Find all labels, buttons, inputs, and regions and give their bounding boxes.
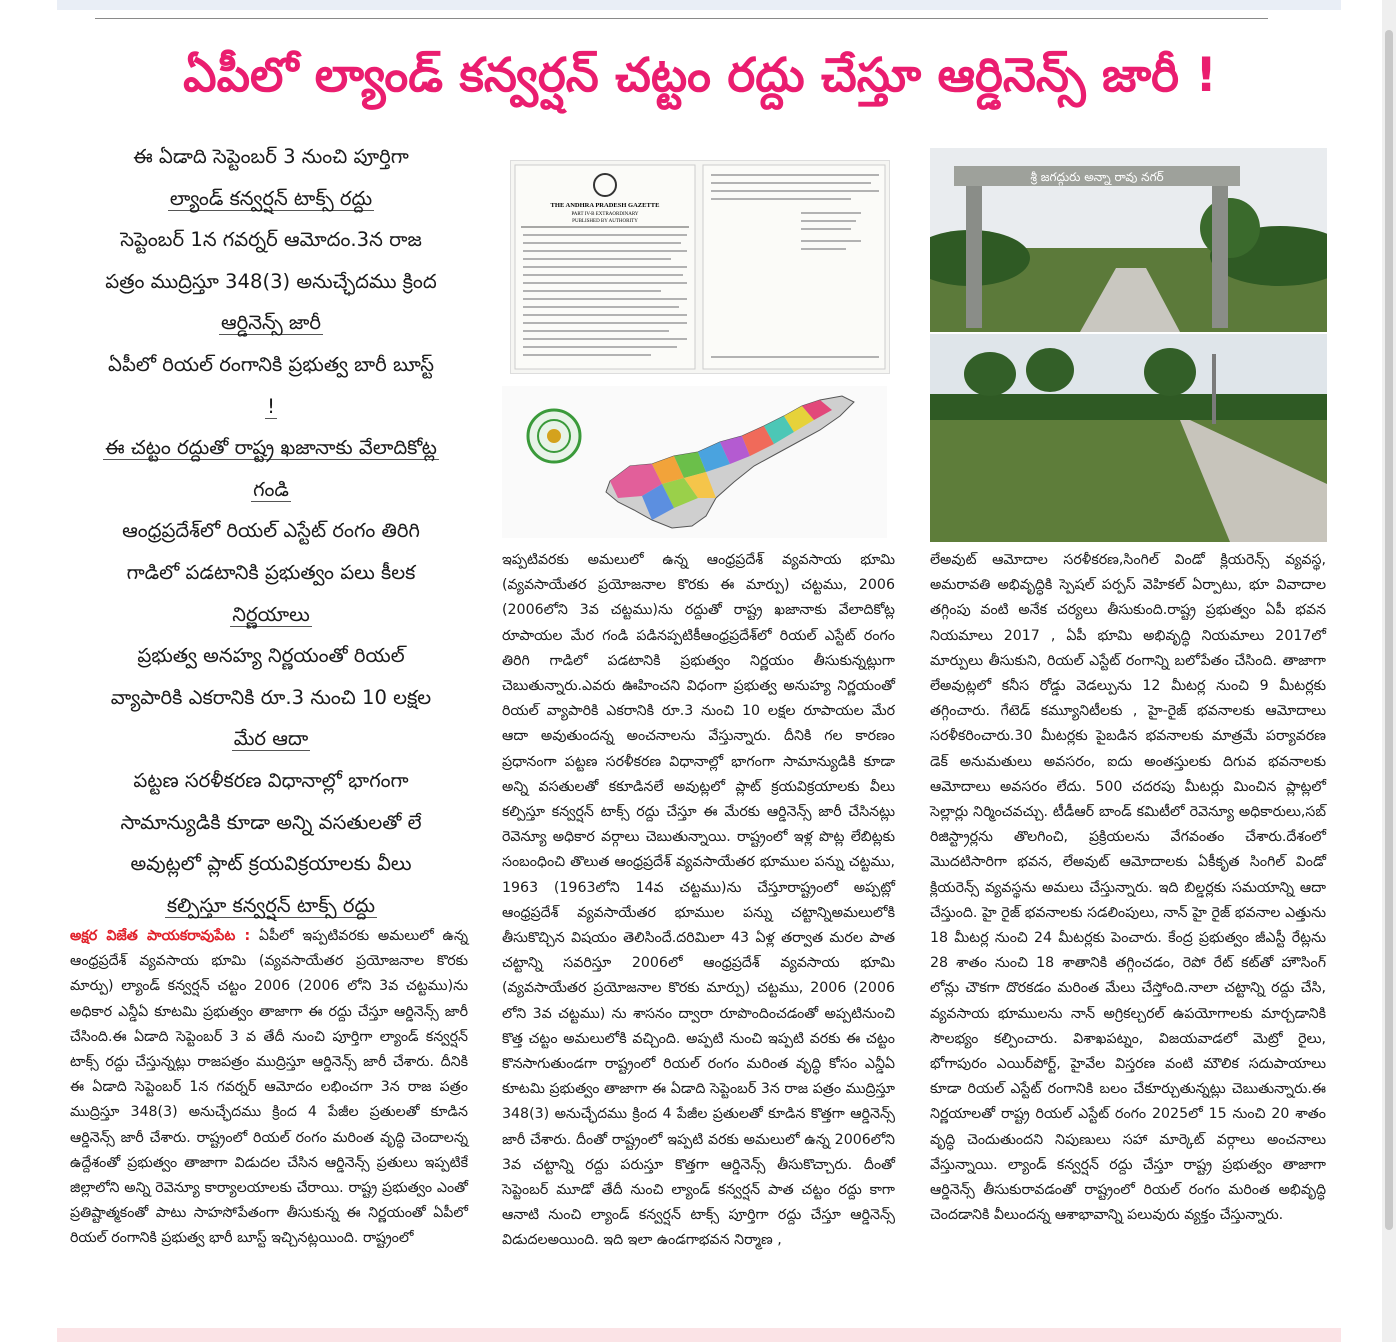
- gazette-masthead: THE ANDHRA PRADESH GAZETTE: [550, 202, 660, 209]
- scrollbar[interactable]: [1382, 0, 1396, 1342]
- article-column-2: [502, 548, 895, 1254]
- plots-scene: [930, 334, 1327, 542]
- article-column-3: [930, 548, 1326, 1228]
- highlight-line: ల్యాండ్ కన్వర్షన్ టాక్స్ రద్దు: [169, 186, 373, 210]
- highlight-line: గండి: [253, 477, 289, 501]
- header-rule: [95, 18, 1268, 19]
- article-column-1: [70, 924, 468, 1252]
- byline: అక్షర విజేత పాయకరావుపేట :: [70, 928, 251, 944]
- highlight-line: ఏపీలో రియల్ రంగానికి ప్రభుత్వ బారీ బూస్ట్: [108, 352, 434, 376]
- article-body-3: లేఅవుట్ ఆమోదాల సరళీకరణ,సింగిల్ విండో క్లియరెన్స్ వ్యవస్థ, అమరావతి అభివృద్ధికి స్పెషల్ పర్పస్ వెహికల్ ఏర్పాటు, భూ వివాదాల తగ్గింపు వంటి అనేక చర్యలు తీసుకుంది.రాష్ట్ర ప్రభుత్వం ఏపీ భవన నియమాలు 2017 , ఏపీ భూమి అభివృద్ధి నియమాలు 2017లో మార్పులు తీసుకుని, రియల్ ఎస్టేట్ రంగాన్ని బలోపేతం చేసింది. తాజాగా లేఅవుట్లలో కనీస రోడ్డు వెడల్పును 12 మీటర్ల నుంచి 9 మీటర్లకు తగ్గించారు. గేటెడ్ కమ్యూనిటీలకు , హై-రైజ్ భవనాలకు ఆమోదాలు సరళీకరించారు.30 మీటర్లకు పైబడిన భవనాలకు మాత్రమే పర్యావరణ డెక్ అనుమతులు అవసరం, ఐదు అంతస్తులకు దిగువ భవనాలకు ఆమోదాలు అవసరం లేదు. 500 చదరపు మీటర్లు మించిన ప్లాట్లలో సెల్లార్లు నిర్మించవచ్చు. టీడీఆర్ బాండ్ కమిటీలో రెవెన్యూ అధికారులు,సబ్ రిజిస్ట్రార్లను తొలగించి, ప్రక్రియలను వేగవంతం చేశారు.దేశంలో మొదటిసారిగా భవన, లేఅవుట్ ఆమోదాలకు ఏకీకృత సింగిల్ విండో క్లియరెన్స్ వ్యవస్థను అమలు చేస్తున్నారు. ఇది బిల్డర్లకు సమయాన్ని ఆదా చేస్తుంది. హై రైజ్ భవనాలకు సడలింపులు, నాన్ హై రైజ్ భవనాల ఎత్తును 18 మీటర్ల నుంచి 24 మీటర్లకు పెంచారు. కేంద్ర ప్రభుత్వం జీఎస్టీ రేట్లను 28 శాతం నుంచి 18 శాతానికి తగ్గించడం, రెపో రేట్ కట్‌తో హౌసింగ్ లోన్లు చౌకగా దొరకడం మరింత మేలు చేస్తోంది.నాలా చట్టాన్ని రద్దు చేసి, వ్యవసాయ భూములను నాన్ అగ్రికల్చరల్ ఉపయోగాలకు మార్చడానికి సౌలభ్యం కల్పించారు. విశాఖపట్నం, విజయవాడలో మెట్రో రైలు, భోగాపురం ఎయిర్‌పోర్ట్, హైవేల విస్తరణ వంటి మౌలిక సదుపాయాలు కూడా రియల్ ఎస్టేట్ రంగానికి బలం చేకూర్చుతున్నట్లు చెబుతున్నారు.ఈ నిర్ణయాలతో రాష్ట్ర రియల్ ఎస్టేట్ రంగం 2025లో 15 నుంచి 20 శాతం వృద్ధి చెందుతుందని నిపుణులు సహా మార్కెట్ వర్గాలు అంచనాలు వేస్తున్నాయి. ల్యాండ్ కన్వర్షన్ రద్దు చేస్తూ రాష్ట్ర ప్రభుత్వం తాజాగా ఆర్డినెన్స్ తీసుకురావడంతో రాష్ట్రంలో రియల్ రంగం మరింత అభివృద్ధి చెందడానికి వీలుందన్న ఆశాభావాన్ని పలువురు వ్యక్తం చేస్తున్నారు.: [930, 552, 1326, 1224]
- gazette-part: PART IV-B EXTRAORDINARY: [571, 212, 639, 217]
- entrance-arch-scene: [930, 148, 1327, 332]
- highlight-line: ఈ చట్టం రద్దుతో రాష్ట్ర ఖజానాకు వేలాదికోట్ల: [105, 436, 437, 460]
- district-map: [502, 386, 887, 538]
- highlight-line: ఈ ఏడాది సెప్టెంబర్ 3 నుంచి పూర్తిగా: [133, 145, 409, 168]
- arch-right-pillar: [1212, 178, 1228, 328]
- gazette-image: [510, 160, 890, 374]
- electric-pole: [1212, 354, 1216, 424]
- headline: ఏపీలో ల్యాండ్ కన్వర్షన్ చట్టం రద్దు చేస్తూ ఆర్డినెన్స్ జారీ !: [183, 48, 1217, 103]
- highlight-line: కల్పిస్తూ కన్వర్షన్ టాక్స్ రద్దు: [166, 893, 376, 917]
- highlight-line: సామాన్యుడికి కూడా అన్ని వసతులతో లే: [120, 810, 422, 834]
- andhra-pradesh-map: [502, 386, 887, 538]
- highlight-line: వ్యాపారికి ఎకరానికి రూ.3 నుంచి 10 లక్షల: [110, 685, 432, 709]
- highlights-box: [66, 136, 476, 926]
- highlight-line: !: [267, 394, 275, 418]
- arch-left-pillar: [966, 178, 982, 328]
- highlight-line: ఆంధ్రప్రదేశ్‌లో రియల్ ఎస్టేట్ రంగం తిరిగి: [122, 519, 420, 543]
- highlight-line: ఆర్డినెన్స్ జారీ: [220, 311, 322, 335]
- gazette-published: PUBLISHED BY AUTHORITY: [572, 219, 638, 224]
- highlight-line: సెప్టెంబర్ 1న గవర్నర్ ఆమోదం.3న రాజ: [120, 228, 422, 252]
- highlight-line: మేర ఆదా: [233, 727, 309, 751]
- highlight-line: పత్రం ముద్రిస్తూ 348(3) అనుచ్ఛేదము క్రింద: [105, 269, 437, 293]
- arch-sign: శ్రీ జగద్గురు అన్నా రావు నగర్: [1030, 170, 1164, 184]
- highlight-line: ప్రభుత్వ అనహ్య నిర్ణయంతో రియల్: [137, 644, 405, 668]
- layout-entrance-photo: [930, 148, 1327, 332]
- article-body-2: ఇప్పటివరకు అమలులో ఉన్న ఆంధ్రప్రదేశ్ వ్యవసాయ భూమి (వ్యవసాయేతర ప్రయోజనాల కొరకు ఈ మార్పు) చట్టము, 2006 (2006లోని 3వ చట్టము)ను రద్దుతో రాష్ట్ర ఖజానాకు వేలాదికోట్ల రూపాయల మేర గండి పడినప్పటికీఆంధ్రప్రదేశ్‌లో రియల్ ఎస్టేట్ రంగం తిరిగి గాడిలో పడటానికి ప్రభుత్వం నిర్ణయం తీసుకున్నట్లుగా చెబుతున్నారు.ఎవరు ఊహించని విధంగా ప్రభుత్వ అనుహ్య నిర్ణయంతో రియల్ వ్యాపారికి ఎకరానికి రూ.3 నుంచి 10 లక్షల రూపాయల మేర ఆదా అవుతుందన్న అంచనాలను వేస్తున్నారు. దీనికి గల కారణం ప్రధానంగా పట్టణ సరళీకరణ విధానాల్లో భాగంగా సామాన్యుడికి కూడా అన్ని వసతులతో కకూడినలే అవుట్లలో ప్లాట్ క్రయవిక్రయాలకు వీలు కల్పిస్తూ కన్వర్షన్ టాక్స్ రద్దు చేస్తూ ఈ మేరకు ఆర్డినెన్స్ జారీ చేసినట్లు రెవెన్యూ అధికార వర్గాలు చెబుతున్నాయి. రాష్ట్రంలో ఇళ్ల పొట్ల లేబిట్లకు సంబంధించి తొలుత ఆంధ్రప్రదేశ్ వ్యవసాయేతర భూముల పన్ను చట్టము, 1963 (1963లోని 14వ చట్టము)ను చేస్తూరాష్ట్రంలో అప్పట్లో ఆంధ్రప్రదేశ్ వ్యవసాయేతర భూముల పన్ను చట్టాన్నిఅమలులోకి తీసుకొచ్చిన విషయం తెలిసిందే.దరిమిలా 43 ఏళ్ల తర్వాత మరల పాత చట్టాన్ని సవరిస్తూ 2006లో ఆంధ్రప్రదేశ్ వ్యవసాయ భూమి (వ్యవసాయేతర ప్రయోజనాల కొరకు మార్పు) చట్టము, 2006 (2006 లోని 3వ చట్టము) ను శాసనం ద్వారా రూపొందించడంతో అప్పటినుంచి కొత్త చట్టం అమలులోకి వచ్చింది. అప్పటి నుంచి ఇప్పటి వరకు ఈ చట్టం కొనసాగుతుండగా రాష్ట్రంలో రియల్ రంగం మరింత వృద్ధి కోసం ఎన్డీఏ కూటమి ప్రభుత్వం తాజాగా ఈ ఏడాది సెప్టెంబర్ 3న రాజ పత్రం ముద్రిస్తూ 348(3) అనుచ్ఛేదము క్రింద 4 పేజీల ప్రతులతో కూడిన కొత్తగా ఆర్డినెన్స్ జారీ చేశారు. దీంతో రాష్ట్రంలో ఇప్పటి వరకు అమలులో ఉన్న 2006లోని 3వ చట్టాన్ని రద్దు పరుస్తూ కొత్తగా ఆర్డినెన్స్ తీసుకొచ్చారు. దీంతో సెప్టెంబర్ మూడో తేదీ నుంచి ల్యాండ్ కన్వర్షన్ పాత చట్టం రద్దు కాగా ఆనాటి నుంచి ల్యాండ్ కన్వర్షన్ టాక్స్ పూర్తిగా రద్దు చేస్తూ ఆర్డినెన్స్ విడుదలఅయింది. ఇది ఇలా ఉండగాభవన నిర్మాణ ,: [502, 552, 895, 1249]
- top-band: [57, 0, 1341, 10]
- layout-plots-photo: [930, 334, 1327, 542]
- article-body-1: ఏపీలో ఇప్పటివరకు అమలులో ఉన్న ఆంధ్రప్రదేశ్ వ్యవసాయ భూమి (వ్యవసాయేతర ప్రయోజనాల కొరకు మార్పు) ల్యాండ్ కన్వర్షన్ చట్టం 2006 (2006 లోని 3వ చట్టము)ను అధికార ఎన్డీఏ కూటమి ప్రభుత్వం తాజాగా ఈ రద్దు చేస్తూ ఆర్డినెన్స్ జారీ చేసింది.ఈ ఏడాది సెప్టెంబర్ 3 వ తేదీ నుంచి పూర్తిగా ల్యాండ్ కన్వర్షన్ టాక్స్ రద్దు చేస్తున్నట్లు రాజపత్రం ముద్రిస్తూ ఆర్డినెన్స్ జారీ చేశారు. దీనికి ఈ ఏడాది సెప్టెంబర్ 1న గవర్నర్ ఆమోదం లభించగా 3న రాజ పత్రం ముద్రిస్తూ 348(3) అనుచ్ఛేదము క్రింద 4 పేజీల ప్రతులతో కూడిన ఆర్డినెన్స్ జారీ చేశారు. రాష్ట్రంలో రియల్ రంగం మరింత వృద్ధి చెందాలన్న ఉద్దేశంతో ప్రభుత్వం తాజాగా విడుదల చేసిన ఆర్డినెన్స్ ప్రతులు ఇప్పటికే జిల్లాలోని అన్ని రెవెన్యూ కార్యాలయాలకు చేరాయి. రాష్ట్ర ప్రభుత్వం ఎంతో ప్రతిష్టాత్మకంతో పాటు సాహసోపేతంగా తీసుకున్న ఈ నిర్ణయంతో ఏపీలో రియల్ రంగానికి ప్రభుత్వ భారీ బూస్ట్ ఇచ్చినట్లయింది. రాష్ట్రంలో: [70, 928, 468, 1247]
- scrollbar-thumb[interactable]: [1385, 30, 1393, 1230]
- gazette-scan: [511, 161, 889, 373]
- highlight-line: అవుట్లలో ప్లాట్ క్రయవిక్రయాలకు వీలు: [130, 852, 412, 876]
- bottom-band: [57, 1328, 1341, 1342]
- highlight-line: గాడిలో పడటానికి ప్రభుత్వం పలు కీలక: [126, 560, 416, 584]
- highlight-line: నిర్ణయాలు: [232, 602, 310, 626]
- highlight-line: పట్టణ సరళీకరణ విధానాల్లో భాగంగా: [133, 768, 409, 792]
